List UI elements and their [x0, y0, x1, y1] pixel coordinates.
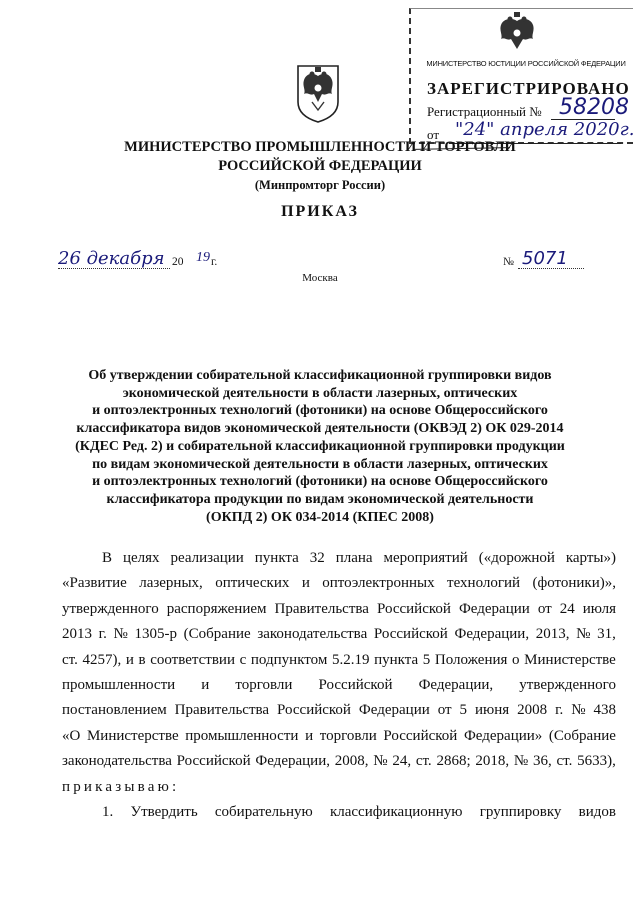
city-label: Москва	[302, 272, 338, 284]
body-line	[62, 749, 616, 774]
body-word: постановлением	[62, 702, 167, 719]
body-word: июня	[474, 702, 510, 719]
body-word: и	[125, 651, 134, 668]
body-word: и	[201, 677, 210, 694]
body-word: Российской	[277, 702, 351, 719]
body-word: 2013	[62, 626, 92, 643]
stamp-reg-number: 58208	[559, 95, 629, 120]
body-word: ст.	[556, 753, 573, 770]
body-word: 36,	[532, 753, 552, 770]
body-word: реализации	[170, 550, 244, 566]
ministry-name-line1: МИНИСТЕРСТВО ПРОМЫШЛЕННОСТИ И ТОРГОВЛИ	[124, 139, 516, 155]
body-word: промышленности	[62, 677, 176, 694]
body-word: оптических	[215, 575, 290, 592]
body-word: от	[437, 702, 452, 719]
order-date-underline	[58, 268, 170, 269]
body-word: утвержденного	[519, 677, 616, 694]
stamp-ministry-label: МИНИСТЕРСТВО ЮСТИЦИИ РОССИЙСКОЙ ФЕДЕРАЦИИ	[426, 59, 626, 68]
body-word: (Собрание	[548, 727, 616, 744]
body-word: о	[512, 651, 520, 668]
order-year-prefix: 20	[172, 256, 184, 268]
body-word: Министерстве	[86, 727, 179, 744]
body-word: Федерации»	[463, 727, 543, 744]
title-line: и оптоэлектронных технологий (фотоники) на основе Общероссийского	[92, 403, 548, 419]
item-word: 1.	[102, 804, 114, 821]
ministry-header	[0, 138, 640, 195]
body-word: июля	[582, 600, 616, 617]
body-word: мероприятий	[383, 550, 468, 566]
body-word: 2008	[517, 702, 548, 719]
body-word: 5	[422, 651, 431, 668]
body-word: 5633),	[577, 753, 616, 770]
body-line	[62, 622, 616, 647]
body-word: оптоэлектронных	[322, 575, 435, 592]
order-number-sign: №	[503, 256, 514, 268]
body-word: г.	[555, 702, 564, 719]
body-word: (фотоники)»,	[532, 575, 616, 592]
title-line: (ОКПД 2) ОК 034-2014 (КПЕС 2008)	[206, 509, 434, 525]
order-number-underline	[518, 268, 584, 269]
body-word: Федерации	[458, 600, 530, 617]
title-line: по видам экономической деятельности в области лазерных, оптических	[92, 456, 548, 472]
stamp-coat-of-arms-icon	[493, 11, 541, 55]
body-word: (Собрание	[183, 626, 251, 643]
title-line: (КДЕС Ред. 2) и собирательной классификационной группировки продукции	[75, 438, 565, 454]
stamp-reg-number-label: Регистрационный №	[427, 104, 542, 119]
body-paragraph	[62, 546, 616, 775]
body-word: №	[513, 753, 529, 770]
item-word: классификационную	[329, 804, 463, 821]
document-title	[50, 367, 590, 526]
title-line: и оптоэлектронных технологий (фотоники) на основе Общероссийского	[92, 474, 548, 490]
stamp-date-handwritten: "24" апреля 2020г.	[455, 119, 635, 140]
item-word: видов	[578, 804, 616, 821]
body-word: 24,	[392, 753, 412, 770]
body-word: («дорожной	[478, 550, 555, 566]
body-word: лазерных,	[139, 575, 203, 592]
body-word: пункта	[254, 550, 299, 566]
body-word: технологий	[447, 575, 521, 592]
body-word: Федерации,	[418, 677, 494, 694]
title-line: классификатора видов экономической деятельности (ОКВЭД 2) ОК 029-2014	[76, 421, 564, 437]
body-word: законодательства	[62, 753, 172, 770]
body-word: Российской	[376, 600, 451, 617]
body-word: Министерстве	[524, 651, 616, 668]
item-word: собирательную	[214, 804, 313, 821]
body-word: Российской	[373, 626, 448, 643]
decree-line	[62, 775, 616, 800]
body-word: 2013,	[535, 626, 570, 643]
body-word: от	[537, 600, 552, 617]
body-word: Российской	[383, 727, 458, 744]
body-word: «Развитие	[62, 575, 127, 592]
item-word: Утвердить	[130, 804, 198, 821]
title-line: классификатора продукции по видам экономической деятельности	[106, 491, 534, 507]
body-word: утвержденного	[62, 600, 159, 617]
body-word: Правительства	[274, 600, 369, 617]
body-line	[62, 546, 616, 571]
ministry-short-name: (Минпромторг России)	[254, 178, 386, 192]
body-word: 4257),	[82, 651, 122, 668]
body-word: целях	[122, 550, 160, 566]
body-word: подпунктом	[250, 651, 328, 668]
body-line	[62, 673, 616, 698]
order-title: ПРИКАЗ	[281, 203, 359, 220]
body-word: и	[301, 575, 310, 592]
body-word: и	[305, 727, 314, 744]
body-word: в	[138, 651, 146, 668]
body-word: торговли	[235, 677, 293, 694]
body-line	[62, 698, 616, 723]
body-word: №	[576, 626, 591, 643]
title-line: экономической деятельности в области лазерных, оптических	[122, 385, 518, 401]
body-word: распоряжением	[166, 600, 267, 617]
body-word: ст.	[415, 753, 432, 770]
body-word: ст.	[62, 651, 78, 668]
body-word: Федерации	[358, 702, 430, 719]
body-word: В	[102, 550, 113, 566]
body-word: 2868;	[436, 753, 471, 770]
body-word: 5	[459, 702, 468, 719]
body-word: законодательства	[257, 626, 368, 643]
order-year-handwritten: 19	[196, 250, 210, 265]
body-word: №	[113, 626, 128, 643]
body-word: 2018,	[475, 753, 510, 770]
body-word: 1305-р	[134, 626, 177, 643]
body-word: Российской	[318, 677, 393, 694]
body-word: 31,	[597, 626, 616, 643]
body-word: Российской	[176, 753, 251, 770]
order-year-suffix: г.	[211, 256, 218, 268]
body-word: «О	[62, 727, 81, 744]
body-word: плана	[335, 550, 373, 566]
body-word: 32	[309, 550, 325, 566]
body-word: №	[373, 753, 388, 770]
body-word: пункта	[374, 651, 419, 668]
body-word: торговли	[319, 727, 377, 744]
body-word: г.	[98, 626, 107, 643]
body-word: Правительства	[174, 702, 270, 719]
order-number-handwritten: 5071	[522, 248, 568, 269]
body-word: промышленности	[185, 727, 299, 744]
body-line	[62, 724, 616, 749]
order-date-handwritten: 26 декабря	[58, 248, 165, 269]
body-word: карты»)	[565, 550, 616, 566]
stamp-registered-label: ЗАРЕГИСТРИРОВАНО	[427, 79, 630, 98]
decree-word: приказываю:	[62, 778, 180, 795]
body-line	[62, 597, 616, 622]
body-word: Федерации,	[454, 626, 530, 643]
body-line	[62, 648, 616, 673]
body-word: 2008,	[334, 753, 369, 770]
body-word: Федерации,	[255, 753, 330, 770]
body-word: 5.2.19	[331, 651, 370, 668]
body-word: Положения	[434, 651, 508, 668]
coat-of-arms-emblem	[290, 62, 346, 124]
body-word: с	[239, 651, 247, 668]
registration-stamp	[409, 8, 633, 144]
body-word: 24	[559, 600, 575, 617]
body-word: №	[571, 702, 586, 719]
document-body	[62, 546, 616, 825]
body-line	[62, 571, 616, 596]
item-word: группировку	[479, 804, 562, 821]
ministry-name-line2: РОССИЙСКОЙ ФЕДЕРАЦИИ	[218, 158, 422, 174]
body-word: 438	[593, 702, 616, 719]
item-1-line	[62, 800, 616, 825]
stamp-date-prefix: от	[427, 127, 440, 142]
title-line: Об утверждении собирательной классификационной группировки видов	[88, 368, 552, 383]
body-word: соответствии	[150, 651, 235, 668]
